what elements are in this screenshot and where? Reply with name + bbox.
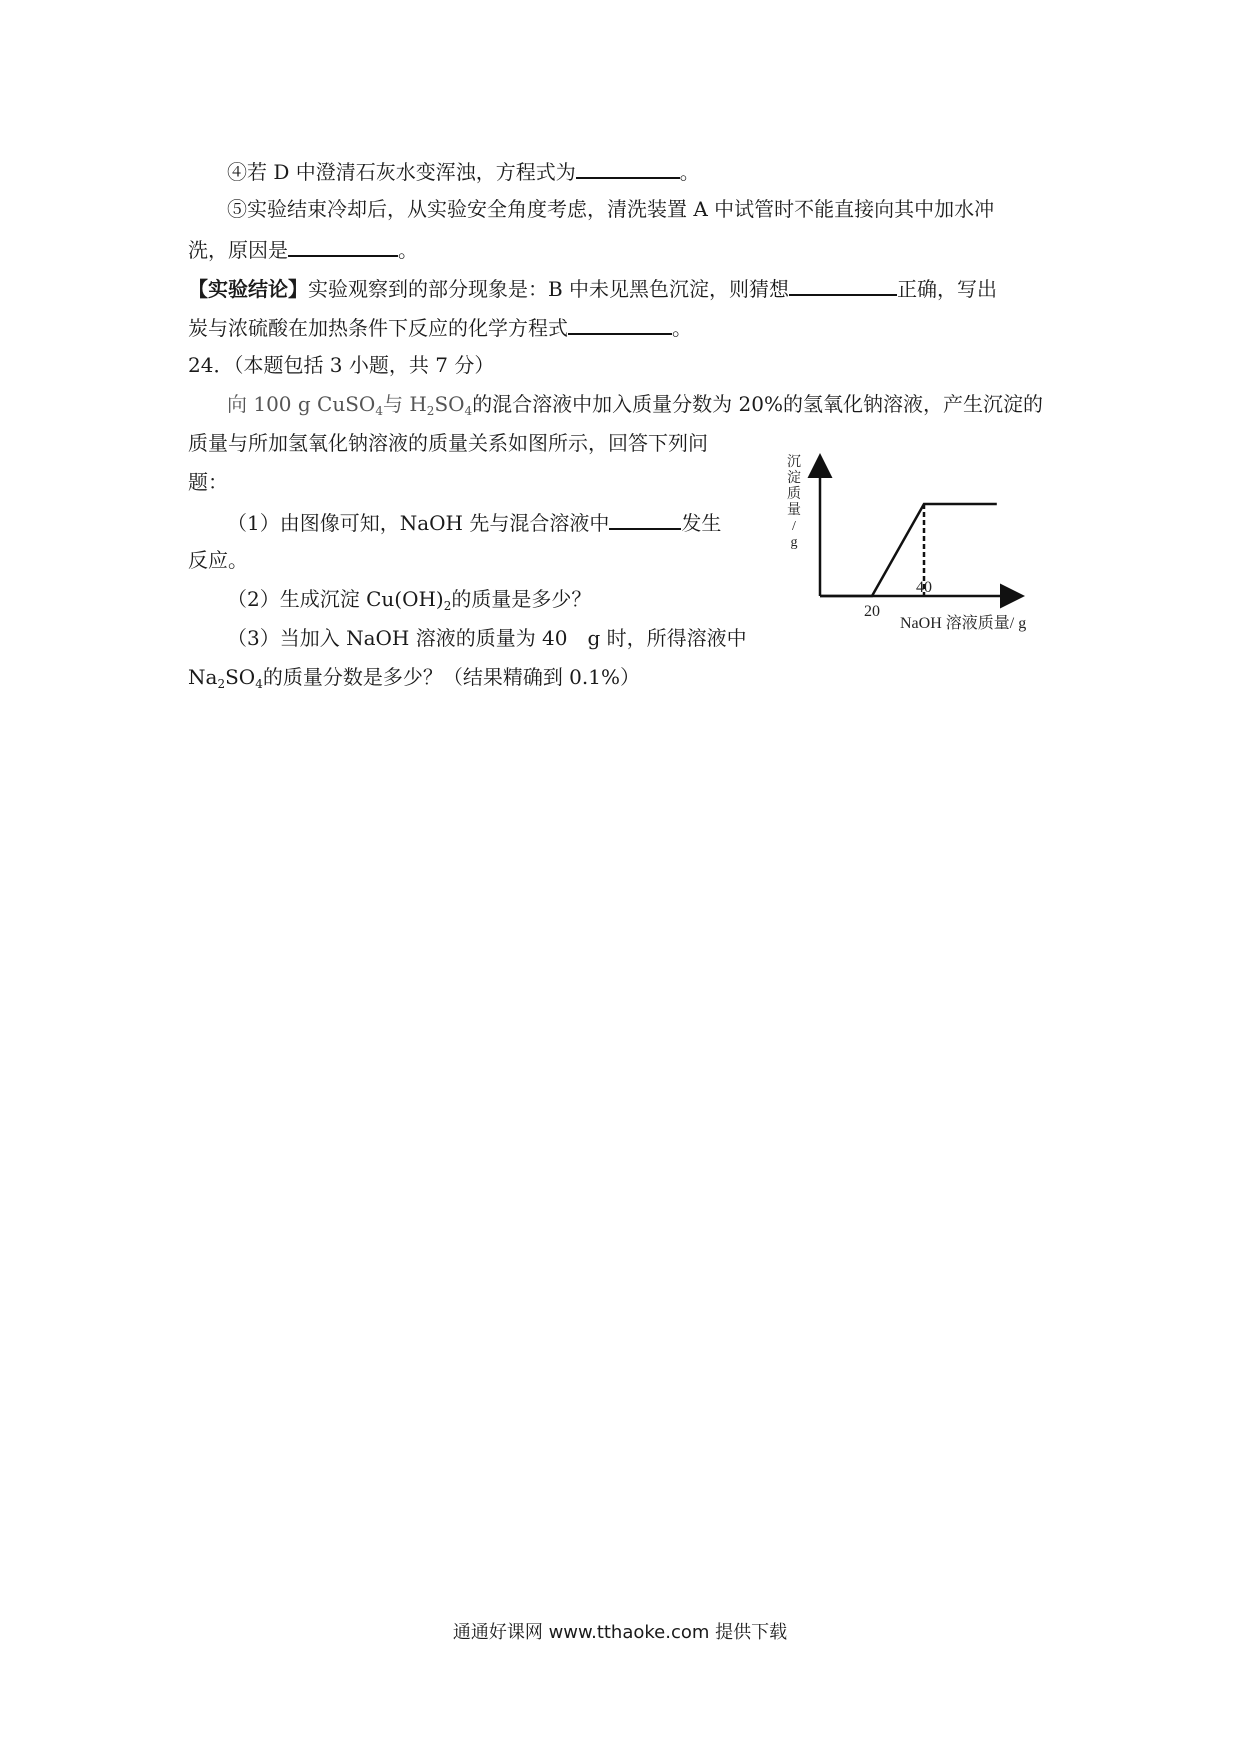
q23-item5-line2: 洗，原因是 。 xyxy=(188,233,418,265)
y-axis-label-char: 淀 xyxy=(787,471,801,486)
q24-intro-line2: 质量与所加氢氧化钠溶液的质量关系如图所示，回答下列问 xyxy=(188,431,708,455)
y-axis-label-char: 质 xyxy=(787,487,801,502)
q23-conclusion-line2: 炭与浓硫酸在加热条件下反应的化学方程式 。 xyxy=(188,311,692,343)
q23-item4: ④若 D 中澄清石灰水变浑浊，方程式为 。 xyxy=(227,155,700,187)
x-tick-label: 20 xyxy=(864,603,880,620)
q24-part1: （1）由图像可知，NaOH 先与混合溶液中 发生 xyxy=(227,506,721,538)
page-footer: 通通好课网 www.tthaoke.com 提供下载 xyxy=(452,1622,788,1643)
answer-blank[interactable] xyxy=(568,311,672,335)
q23-conclusion-line1: 【实验结论】实验观察到的部分现象是：B 中未见黑色沉淀，则猜想 正确，写出 xyxy=(188,272,997,304)
x-tick-label: 40 xyxy=(916,579,932,596)
q24-intro-line3: 题： xyxy=(188,470,228,494)
q24-heading: 24．（本题包括 3 小题，共 7 分） xyxy=(188,353,495,377)
q24-part3-line2: $Na_2SO_4$的质量分数是多少？（结果精确到 0.1%） xyxy=(188,665,640,691)
answer-blank[interactable] xyxy=(576,155,680,179)
y-axis-label-char: 量 xyxy=(787,503,801,518)
q24-part1-line2: 反应。 xyxy=(188,548,248,572)
x-axis-label: NaOH 溶液质量/ g xyxy=(900,615,1027,632)
y-axis-label-char: g xyxy=(790,535,798,550)
q24-intro-line1: 向 100 g CuSO$_4$与 $H_2SO_4$的混合溶液中加入质量分数为 20%的氢氧化钠溶液，产生沉淀的 xyxy=(227,392,1043,418)
series-line xyxy=(820,504,997,596)
q23-item5-line1: ⑤实验结束冷却后，从实验安全角度考虑，清洗装置 A 中试管时不能直接向其中加水冲 xyxy=(227,197,995,221)
y-axis-label-char: / xyxy=(792,519,796,534)
y-axis-label-char: 沉 xyxy=(787,455,801,470)
precipitate-chart xyxy=(780,446,1060,646)
q24-part2: （2）生成沉淀 $Cu(OH)_2$的质量是多少？ xyxy=(227,587,592,613)
y-axis-label xyxy=(787,454,801,550)
answer-blank[interactable] xyxy=(288,233,398,257)
q24-part3: （3）当加入 NaOH 溶液的质量为 40 g 时，所得溶液中 xyxy=(227,626,747,650)
answer-blank[interactable] xyxy=(789,272,897,296)
answer-blank[interactable] xyxy=(609,506,681,530)
